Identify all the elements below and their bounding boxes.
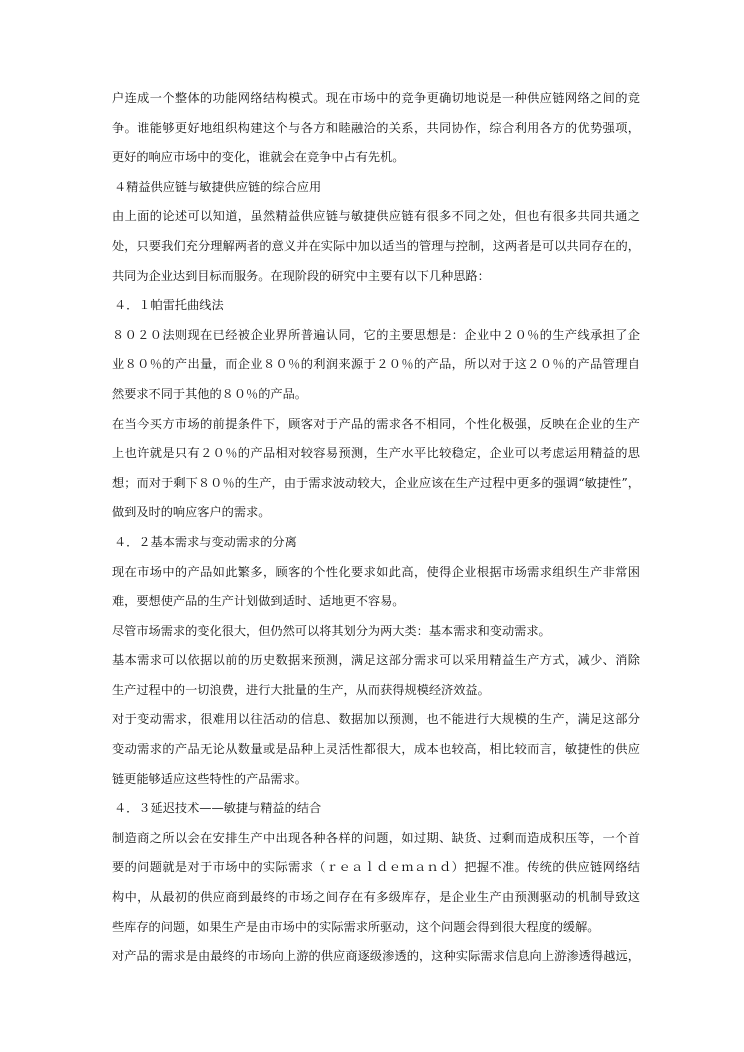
text-line: 业８０％的产出量，而企业８０％的利润来源于２０％的产品，所以对于这２０％的产品管理自	[112, 357, 640, 372]
text-line: 然要求不同于其他的８０％的产品。	[112, 386, 307, 401]
text-line: 些库存的问题，如果生产是由市场中的实际需求所驱动，这个问题会得到很大程度的缓解。	[112, 919, 600, 934]
text-line: 处，只要我们充分理解两者的意义并在实际中加以适当的管理与控制，这两者是可以共同存在的，	[112, 238, 640, 253]
text-line: 共同为企业达到目标而服务。在现阶段的研究中主要有以下几种思路：	[112, 268, 490, 283]
text-line: 更好的响应市场中的变化，谁就会在竞争中占有先机。	[112, 150, 405, 165]
section-heading: ４精益供应链与敏捷供应链的综合应用	[114, 179, 322, 194]
text-line: 在当今买方市场的前提条件下，顾客对于产品的需求各不相同，个性化极强，反映在企业的生产	[112, 416, 640, 431]
text-line: 对产品的需求是由最终的市场向上游的供应商逐级渗透的，这种实际需求信息向上游渗透得越远，	[112, 949, 640, 964]
section-heading: ４．２基本需求与变动需求的分离	[114, 534, 297, 549]
text-line: 难，要想使产品的生产计划做到适时、适地更不容易。	[112, 594, 405, 609]
text-line: 现在市场中的产品如此繁多，顾客的个性化要求如此高，使得企业根据市场需求组织生产非常困	[112, 564, 640, 579]
text-line: 要的问题就是对于市场中的实际需求（ｒｅａｌｄｅｍａｎｄ）把握不准。传统的供应链网络结	[112, 860, 640, 875]
section-heading: ４．１帕雷托曲线法	[114, 298, 224, 313]
text-line: 构中，从最初的供应商到最终的市场之间存在有多级库存，是企业生产由预测驱动的机制导致这	[112, 890, 640, 905]
text-line: 变动需求的产品无论从数量或是品种上灵活性都很大，成本也较高，相比较而言，敏捷性的供应	[112, 742, 640, 757]
text-line: 基本需求可以依据以前的历史数据来预测，满足这部分需求可以采用精益生产方式，减少、消除	[112, 653, 640, 668]
text-line: 对于变动需求，很难用以往活动的信息、数据加以预测，也不能进行大规模的生产，满足这部分	[112, 712, 640, 727]
text-line: 制造商之所以会在安排生产中出现各种各样的问题，如过期、缺货、过剩而造成积压等，一个首	[112, 830, 640, 845]
section-heading: ４．３延迟技术——敏捷与精益的结合	[114, 801, 322, 816]
text-line: 上也许就是只有２０％的产品相对较容易预测，生产水平比较稳定，企业可以考虑运用精益的思	[112, 446, 640, 461]
document-body	[112, 84, 640, 972]
text-line: ８０２０法则现在已经被企业界所普遍认同，它的主要思想是：企业中２０％的生产线承担了企	[112, 327, 640, 342]
text-line: 尽管市场需求的变化很大，但仍然可以将其划分为两大类：基本需求和变动需求。	[112, 623, 551, 638]
text-line: 争。谁能够更好地组织构建这个与各方和睦融洽的关系，共同协作，综合利用各方的优势强项，	[112, 120, 640, 135]
text-line: 链更能够适应这些特性的产品需求。	[112, 771, 307, 786]
text-line: 由上面的论述可以知道，虽然精益供应链与敏捷供应链有很多不同之处，但也有很多共同共通之	[112, 209, 640, 224]
text-line: 想；而对于剩下８０％的生产，由于需求波动较大，企业应该在生产过程中更多的强调“敏捷性”，	[112, 475, 640, 490]
text-line: 户连成一个整体的功能网络结构模式。现在市场中的竞争更确切地说是一种供应链网络之间的竞	[112, 91, 640, 105]
text-line: 生产过程中的一切浪费，进行大批量的生产，从而获得规模经济效益。	[112, 682, 490, 697]
text-line: 做到及时的响应客户的需求。	[112, 505, 271, 520]
